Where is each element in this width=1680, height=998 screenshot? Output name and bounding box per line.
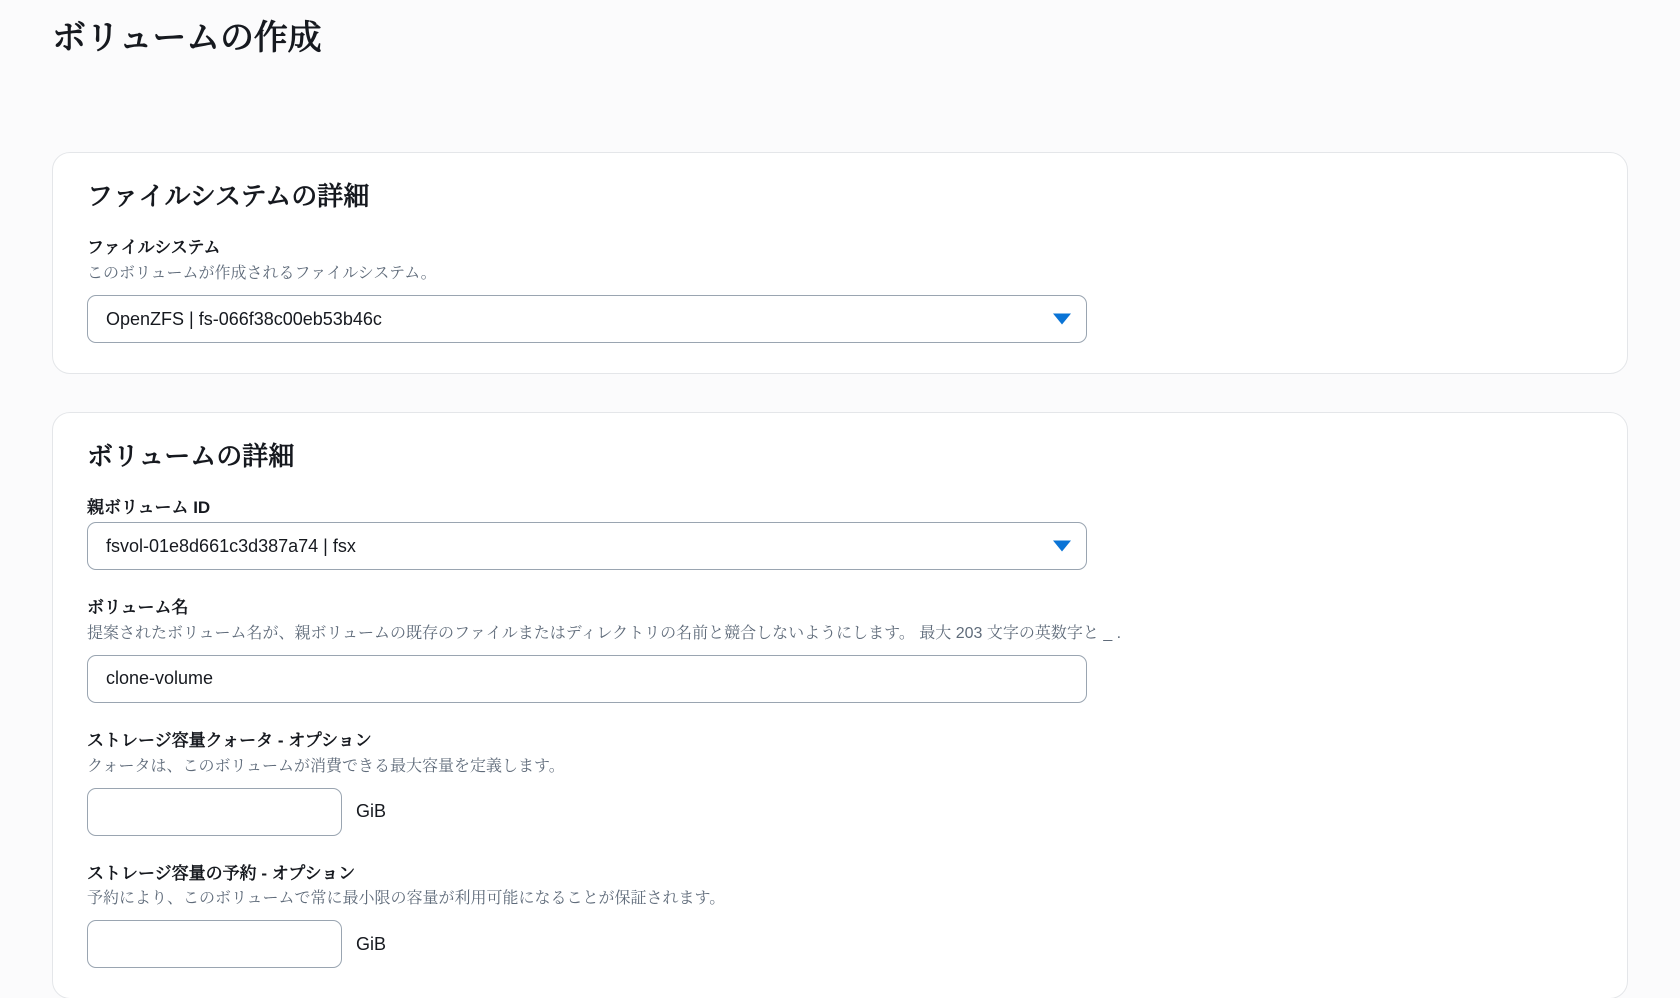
storage-capacity-reservation-unit: GiB [356,933,387,954]
storage-capacity-quota-description: クォータは、このボリュームが消費できる最大容量を定義します。 [87,757,565,775]
file-system-select-wrapper[interactable] [87,295,1087,343]
storage-capacity-quota-row [87,788,1593,836]
parent-volume-id-select[interactable]: fsvol-01e8d661c3d387a74 | fsx [87,522,1087,570]
file-system-field [87,236,1593,343]
volume-name-label: ボリューム名 [87,597,189,617]
storage-capacity-reservation-input[interactable] [87,920,342,968]
storage-capacity-quota-input[interactable] [87,788,342,836]
storage-capacity-quota-field [87,729,1593,836]
parent-volume-id-select-wrapper[interactable] [87,522,1087,570]
storage-capacity-reservation-label: ストレージ容量の予約 - オプション [87,863,356,883]
form-container [0,152,1680,998]
storage-capacity-reservation-field [87,862,1593,969]
parent-volume-id-label: 親ボリューム ID [87,498,211,518]
volume-name-description: 提案されたボリューム名が、親ボリュームの既存のファイルまたはディレクトリの名前と競合しないようにします。 最大 203 文字の英数字と _ . [87,624,1122,642]
volume-name-field [87,596,1593,703]
volume-details-title: ボリュームの詳細 [87,441,295,472]
volume-details-card [52,412,1628,998]
file-system-details-card [52,152,1628,374]
page-title: ボリュームの作成 [52,19,322,57]
storage-capacity-quota-label: ストレージ容量クォータ - オプション [87,730,372,750]
file-system-label: ファイルシステム [87,238,221,258]
file-system-select[interactable]: OpenZFS | fs-066f38c00eb53b46c [87,295,1087,343]
storage-capacity-quota-unit: GiB [356,801,387,822]
volume-name-input[interactable] [87,655,1087,703]
storage-capacity-reservation-row [87,920,1593,968]
file-system-details-title: ファイルシステムの詳細 [87,181,370,212]
storage-capacity-reservation-description: 予約により、このボリュームで常に最小限の容量が利用可能になることが保証されます。 [87,890,726,908]
parent-volume-id-field [87,496,1593,570]
file-system-description: このボリュームが作成されるファイルシステム。 [87,265,437,283]
